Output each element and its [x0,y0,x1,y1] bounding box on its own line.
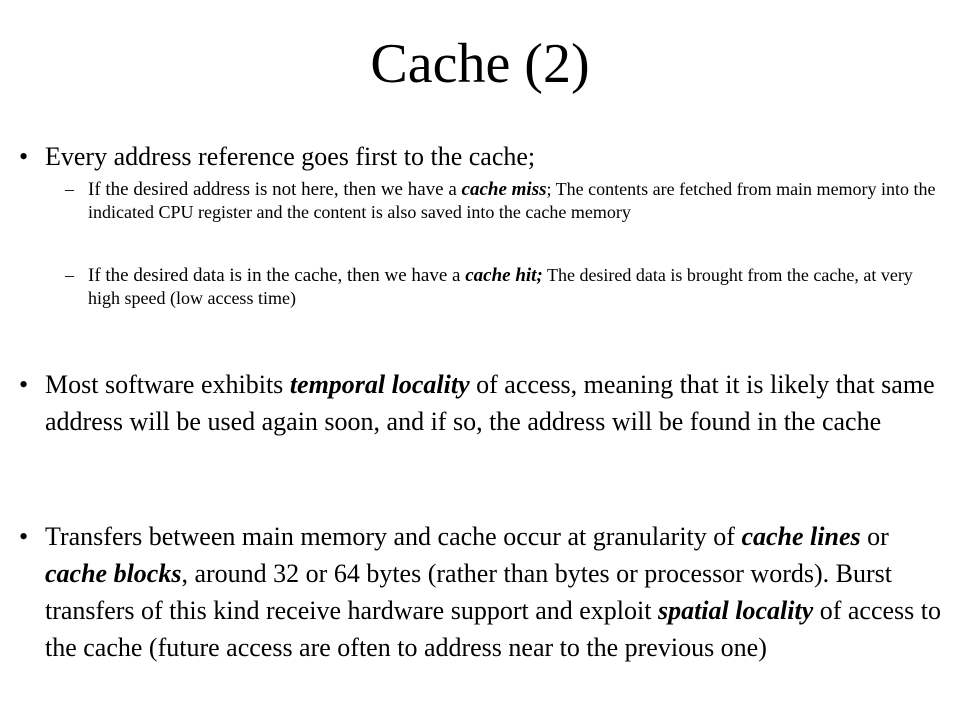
text-run: of access, meaning that it is likely that same address will be used again soon, and if so, the address will be found in the cache [45,370,935,436]
text-run: of access to the cache (future access are often to address near to the previous one) [45,596,942,662]
text-run: , around 32 or 64 bytes (rather than bytes or processor words). Burst transfers of this kind receive hardware support and exploit [45,559,892,625]
emphasis-spatial-locality: spatial locality [657,596,814,625]
emphasis-cache-blocks: cache blocks [45,559,182,588]
slide-title: Cache (2) [370,33,590,95]
sub-bullet-text [88,178,945,223]
text-run: Transfers between main memory and cache occur at granularity of [45,522,742,551]
emphasis-cache-miss: cache miss [461,179,547,200]
dash-marker: – [65,179,74,199]
emphasis-temporal-locality: temporal locality [289,370,470,399]
bullet-marker: • [19,522,29,551]
bullet-text [45,138,945,175]
text-run: The desired data is brought from the cache, at very high speed (low access time) [88,265,913,308]
dash-marker: – [65,265,74,285]
text-run: If the desired address is not here, then we have a [88,179,462,200]
emphasis-cache-lines: cache lines [741,522,861,551]
bullet-marker: • [19,142,29,171]
text-run: or [860,522,889,551]
text-run: If the desired data is in the cache, then we have a [88,265,466,286]
bullet-text-content: Every address reference goes first to the cache; [45,142,536,171]
bullet-marker: • [19,370,29,399]
bullet-text [45,518,945,666]
sub-bullet-text [88,264,945,309]
bullet-text [45,366,945,440]
emphasis-cache-hit: cache hit; [465,265,543,286]
text-run: ; The contents are fetched from main memory into the indicated CPU register and the content is also saved into the cache memory [88,179,936,222]
text-run: Most software exhibits [45,370,290,399]
